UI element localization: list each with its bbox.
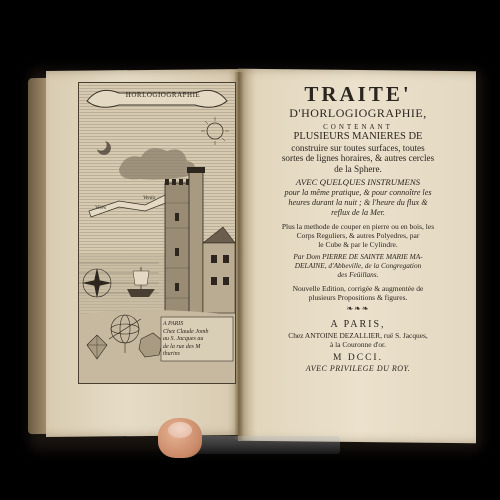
imprint-line: A PARIS	[163, 321, 184, 327]
imprint-line: de la rue des M	[163, 343, 201, 350]
italic-line: pour la même pratique, & pour connoître les	[284, 188, 432, 198]
imprint-line: thurins	[163, 351, 181, 357]
royal-privilege: AVEC PRIVILEGE DU ROY.	[305, 363, 411, 373]
methode-line: Corps Reguliers, & autres Polyedres, par	[296, 230, 420, 240]
book-title: TRAITE'	[304, 82, 412, 106]
book-stand	[180, 436, 340, 454]
methode-line: le Cube & par le Cylindre.	[318, 239, 398, 249]
body-line: sortes de lignes horaires, & autres cercles	[281, 153, 435, 164]
publication-year: M DCCI.	[333, 352, 383, 363]
edition-line: Nouvelle Edition, corrigée & augmentée de	[292, 283, 424, 293]
frontispiece-imprint	[163, 321, 235, 359]
frontispiece-banner: HORLOGIOGRAPHIE	[125, 91, 201, 99]
publication-city: A PARIS,	[330, 318, 386, 330]
body-line: PLUSIEURS MANIERES DE	[293, 131, 423, 142]
frontispiece-engraving	[78, 82, 236, 384]
imprint-line: au S. Jacques au	[163, 336, 204, 342]
title-page	[244, 82, 472, 374]
printer-line: à la Couronne d'or.	[330, 339, 386, 349]
contenant-line: CONTENANT	[323, 123, 393, 131]
body-line: de la Sphere.	[334, 163, 382, 174]
author-line: des Feüillans.	[337, 269, 379, 279]
body-line: construire sur toutes surfaces, toutes	[291, 142, 425, 153]
edition-line: plusieurs Propositions & figures.	[308, 292, 408, 302]
ribbon-word-left: Vires	[95, 205, 106, 211]
ribbon-word-right: Venio	[143, 195, 156, 201]
author-line: Par Dom PIERRE DE SAINTE MARIE MA-	[293, 252, 423, 262]
methode-line: Plus la methode de couper en pierre ou en bois, les	[281, 221, 435, 231]
printer-line: Chez ANTOINE DEZALLIER, ruë S. Jacques,	[288, 330, 428, 340]
thumbnail	[168, 422, 192, 438]
imprint-line: Chez Claude Jomb	[163, 328, 209, 335]
fleuron-ornament: ❧❧❧	[346, 303, 370, 313]
book-subtitle: D'HORLOGIOGRAPHIE,	[289, 106, 427, 120]
italic-line: reflux de la Mer.	[331, 207, 385, 217]
author-line: DELAINE, d'Abbeville, de la Congregation	[294, 260, 422, 270]
italic-line: AVEC QUELQUES INSTRUMENS	[295, 177, 421, 188]
italic-line: heures durant la nuit ; & l'heure du flux &	[288, 197, 428, 207]
